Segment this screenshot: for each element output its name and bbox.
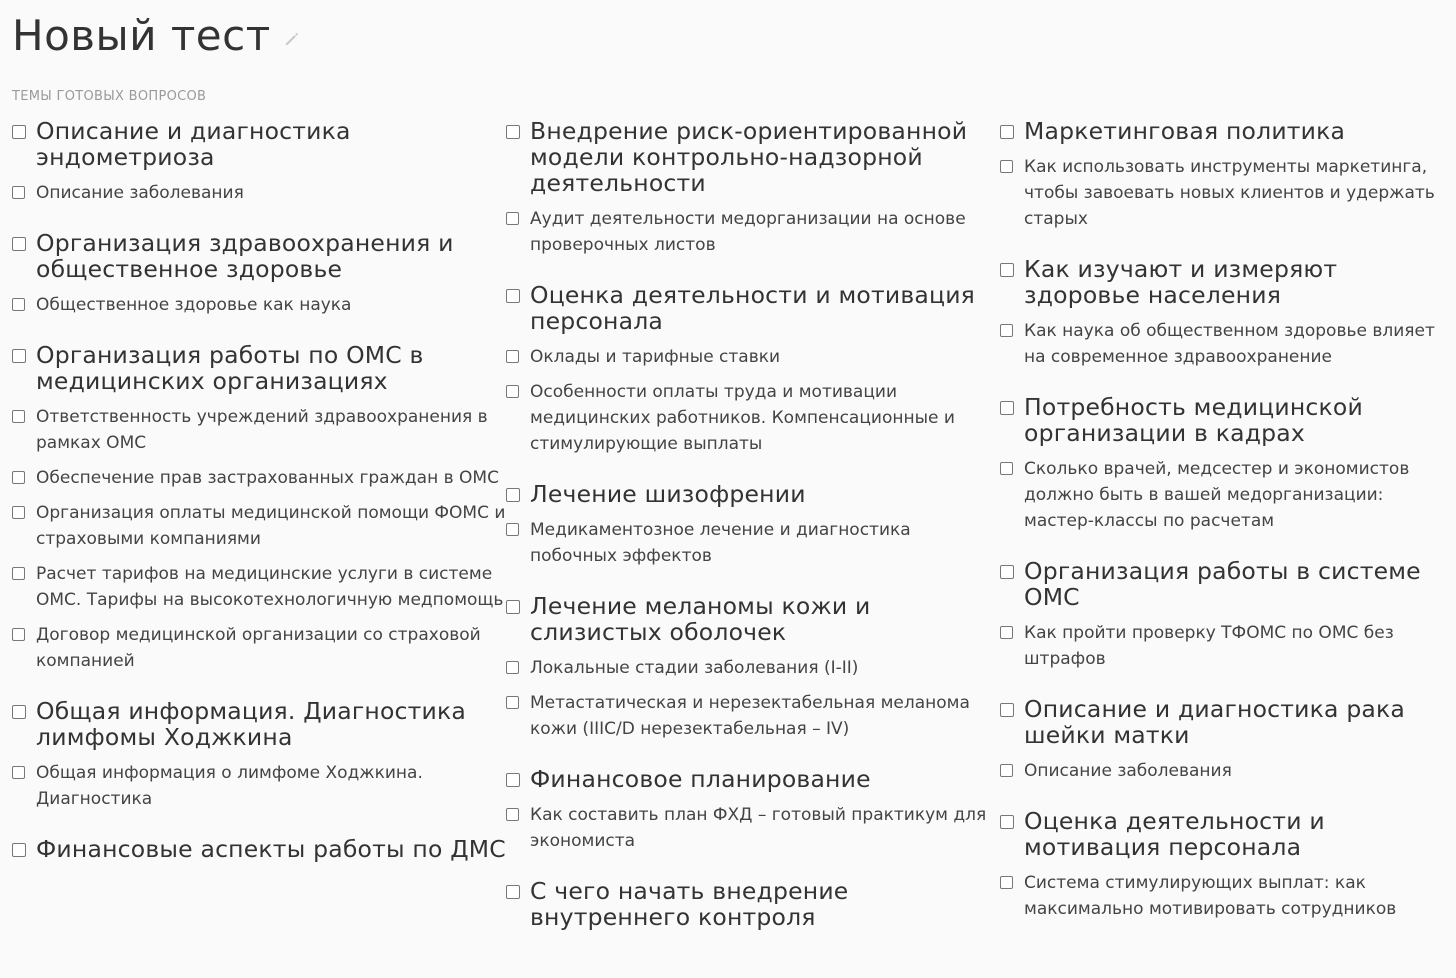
topic-header[interactable] xyxy=(1000,696,1450,748)
topic-title: Внедрение риск-ориентированной модели контрольно-надзорной деятельности xyxy=(530,117,968,197)
subtopic-label: Описание заболевания xyxy=(36,183,244,203)
topic xyxy=(506,282,1000,457)
topic-checkbox[interactable] xyxy=(12,843,26,857)
topic-title: Оценка деятельности и мотивация персонала xyxy=(1024,807,1325,861)
topics-column-3 xyxy=(1000,118,1450,954)
topic-checkbox[interactable] xyxy=(506,289,520,303)
topic xyxy=(506,878,1000,930)
topic-header[interactable] xyxy=(506,766,1000,792)
topic xyxy=(506,481,1000,569)
topic-header[interactable] xyxy=(1000,808,1450,860)
subtopic-item[interactable] xyxy=(12,622,506,674)
topic xyxy=(506,766,1000,854)
pencil-icon[interactable] xyxy=(283,30,301,48)
topics-columns xyxy=(12,118,1456,954)
topic xyxy=(12,836,506,862)
topic-checkbox[interactable] xyxy=(506,885,520,899)
subtopic-label: Аудит деятельности медорганизации на основе проверочных листов xyxy=(530,209,966,255)
subtopic-item[interactable] xyxy=(12,561,506,613)
subtopic-label: Как наука об общественном здоровье влияет на современное здравоохранение xyxy=(1024,321,1435,367)
subtopic-label: Как использовать инструменты маркетинга, чтобы завоевать новых клиентов и удержать старых xyxy=(1024,157,1435,229)
topic-header[interactable] xyxy=(506,282,1000,334)
topic-checkbox[interactable] xyxy=(1000,263,1014,277)
topic xyxy=(12,230,506,318)
topic-header[interactable] xyxy=(1000,558,1450,610)
subtopic-checkbox[interactable] xyxy=(12,567,25,580)
subtopic-label: Метастатическая и нерезектабельная меланома кожи (IIIC/D нерезектабельная – IV) xyxy=(530,693,970,739)
topic-header[interactable] xyxy=(506,593,1000,645)
subtopic-checkbox[interactable] xyxy=(506,523,519,536)
subtopic-item[interactable] xyxy=(1000,758,1450,784)
subtopic-checkbox[interactable] xyxy=(506,385,519,398)
subtopic-item[interactable] xyxy=(1000,870,1450,922)
subtopic-checkbox[interactable] xyxy=(506,350,519,363)
topic-header[interactable] xyxy=(1000,256,1450,308)
topic-checkbox[interactable] xyxy=(1000,401,1014,415)
topic xyxy=(12,698,506,812)
topic-checkbox[interactable] xyxy=(1000,125,1014,139)
topic-title: Оценка деятельности и мотивация персонала xyxy=(530,281,976,335)
subtopic-item[interactable] xyxy=(506,655,1000,681)
topic-title: Общая информация. Диагностика лимфомы Ходжкина xyxy=(36,697,467,751)
topic xyxy=(506,118,1000,258)
subtopic-label: Локальные стадии заболевания (I-II) xyxy=(530,658,859,678)
subtopic-label: Как пройти проверку ТФОМС по ОМС без штрафов xyxy=(1024,623,1394,669)
topic-checkbox[interactable] xyxy=(12,125,26,139)
subtopic-checkbox[interactable] xyxy=(12,298,25,311)
subtopic-checkbox[interactable] xyxy=(1000,764,1013,777)
topic xyxy=(1000,118,1450,232)
subtopic-checkbox[interactable] xyxy=(506,661,519,674)
subtopic-item[interactable] xyxy=(1000,620,1450,672)
topic-title: Организация работы по ОМС в медицинских организациях xyxy=(36,341,424,395)
topic-header[interactable] xyxy=(506,481,1000,507)
topic-header[interactable] xyxy=(1000,394,1450,446)
subtopic-label: Как составить план ФХД – готовый практикум для экономиста xyxy=(530,805,987,851)
subtopic-checkbox[interactable] xyxy=(1000,626,1013,639)
title-row xyxy=(12,10,301,62)
topic-title: Потребность медицинской организации в кадрах xyxy=(1024,393,1363,447)
topic-title: Как изучают и измеряют здоровье населения xyxy=(1024,255,1338,309)
subtopic-checkbox[interactable] xyxy=(12,186,25,199)
page-title: Новый тест xyxy=(12,11,271,60)
topic-title: Лечение шизофрении xyxy=(530,480,806,508)
topic-checkbox[interactable] xyxy=(12,705,26,719)
topic xyxy=(1000,256,1450,370)
topic-checkbox[interactable] xyxy=(12,349,26,363)
subtopic-item[interactable] xyxy=(12,180,506,206)
subtopic-checkbox[interactable] xyxy=(506,696,519,709)
subtopic-label: Ответственность учреждений здравоохранения в рамках ОМС xyxy=(36,407,488,453)
topic xyxy=(12,342,506,674)
topic-title: Финансовые аспекты работы по ДМС xyxy=(36,835,506,863)
topic xyxy=(1000,394,1450,534)
subtopic-item[interactable] xyxy=(506,344,1000,370)
subtopic-checkbox[interactable] xyxy=(1000,160,1013,173)
topic-title: Финансовое планирование xyxy=(530,765,871,793)
subtopic-checkbox[interactable] xyxy=(12,628,25,641)
subtopic-label: Обеспечение прав застрахованных граждан в ОМС xyxy=(36,468,499,488)
subtopic-label: Система стимулирующих выплат: как максимально мотивировать сотрудников xyxy=(1024,873,1397,919)
subtopic-label: Особенности оплаты труда и мотивации медицинских работников. Компенсационные и стимулирующие выплаты xyxy=(530,382,955,454)
topic-checkbox[interactable] xyxy=(1000,565,1014,579)
subtopic-checkbox[interactable] xyxy=(12,506,25,519)
subtopic-item[interactable] xyxy=(506,379,1000,457)
subtopic-label: Расчет тарифов на медицинские услуги в системе ОМС. Тарифы на высокотехнологичную медпомощь xyxy=(36,564,504,610)
subtopic-checkbox[interactable] xyxy=(1000,462,1013,475)
topic-title: С чего начать внедрение внутреннего контроля xyxy=(530,877,849,931)
topic-title: Маркетинговая политика xyxy=(1024,117,1346,145)
topic-checkbox[interactable] xyxy=(12,237,26,251)
topic-title: Организация работы в системе ОМС xyxy=(1024,557,1421,611)
subtopic-item[interactable] xyxy=(506,206,1000,258)
subtopic-checkbox[interactable] xyxy=(12,471,25,484)
topic-header[interactable] xyxy=(506,878,1000,930)
topics-column-2 xyxy=(506,118,1000,954)
topic-header[interactable] xyxy=(12,230,506,282)
topic-header[interactable] xyxy=(12,698,506,750)
subtopic-label: Сколько врачей, медсестер и экономистов должно быть в вашей медорганизации: мастер-классы по расчетам xyxy=(1024,459,1410,531)
topic-checkbox[interactable] xyxy=(506,600,520,614)
subtopic-label: Договор медицинской организации со страховой компанией xyxy=(36,625,481,671)
subtopic-item[interactable] xyxy=(1000,154,1450,232)
topic xyxy=(12,118,506,206)
topic xyxy=(506,593,1000,742)
topic-checkbox[interactable] xyxy=(506,773,520,787)
subtopic-label: Организация оплаты медицинской помощи ФОМС и страховыми компаниями xyxy=(36,503,506,549)
topic xyxy=(1000,558,1450,672)
topic-header[interactable] xyxy=(1000,118,1450,144)
topic-checkbox[interactable] xyxy=(506,125,520,139)
topic xyxy=(1000,808,1450,922)
subtopic-item[interactable] xyxy=(506,517,1000,569)
topics-column-1 xyxy=(12,118,506,954)
subtopic-item[interactable] xyxy=(12,292,506,318)
topic-header[interactable] xyxy=(12,118,506,170)
subtopic-label: Общественное здоровье как наука xyxy=(36,295,352,315)
subtopic-item[interactable] xyxy=(1000,456,1450,534)
subtopic-checkbox[interactable] xyxy=(506,808,519,821)
subtopic-label: Описание заболевания xyxy=(1024,761,1232,781)
topic-title: Описание и диагностика эндометриоза xyxy=(36,117,351,171)
topic-checkbox[interactable] xyxy=(1000,703,1014,717)
topic-title: Лечение меланомы кожи и слизистых оболочек xyxy=(530,592,871,646)
topic-title: Организация здравоохранения и общественное здоровье xyxy=(36,229,454,283)
subtopic-item[interactable] xyxy=(506,690,1000,742)
subtopic-checkbox[interactable] xyxy=(12,410,25,423)
subtopic-checkbox[interactable] xyxy=(506,212,519,225)
subtopic-label: Общая информация о лимфоме Ходжкина. Диагностика xyxy=(36,763,423,809)
topic xyxy=(1000,696,1450,784)
topic-checkbox[interactable] xyxy=(506,488,520,502)
subtopic-checkbox[interactable] xyxy=(12,766,25,779)
subtopic-item[interactable] xyxy=(12,500,506,552)
subtopic-checkbox[interactable] xyxy=(1000,876,1013,889)
topic-header[interactable] xyxy=(506,118,1000,196)
subtopic-checkbox[interactable] xyxy=(1000,324,1013,337)
topic-title: Описание и диагностика рака шейки матки xyxy=(1024,695,1406,749)
subtopic-item[interactable] xyxy=(12,465,506,491)
topic-header[interactable] xyxy=(12,342,506,394)
topic-checkbox[interactable] xyxy=(1000,815,1014,829)
subtopic-label: Оклады и тарифные ставки xyxy=(530,347,781,367)
subtopic-item[interactable] xyxy=(12,760,506,812)
subtopic-item[interactable] xyxy=(12,404,506,456)
subtopic-item[interactable] xyxy=(1000,318,1450,370)
subtopic-label: Медикаментозное лечение и диагностика побочных эффектов xyxy=(530,520,911,566)
subtopic-item[interactable] xyxy=(506,802,1000,854)
section-label: ТЕМЫ ГОТОВЫХ ВОПРОСОВ xyxy=(12,89,207,104)
topic-header[interactable] xyxy=(12,836,506,862)
